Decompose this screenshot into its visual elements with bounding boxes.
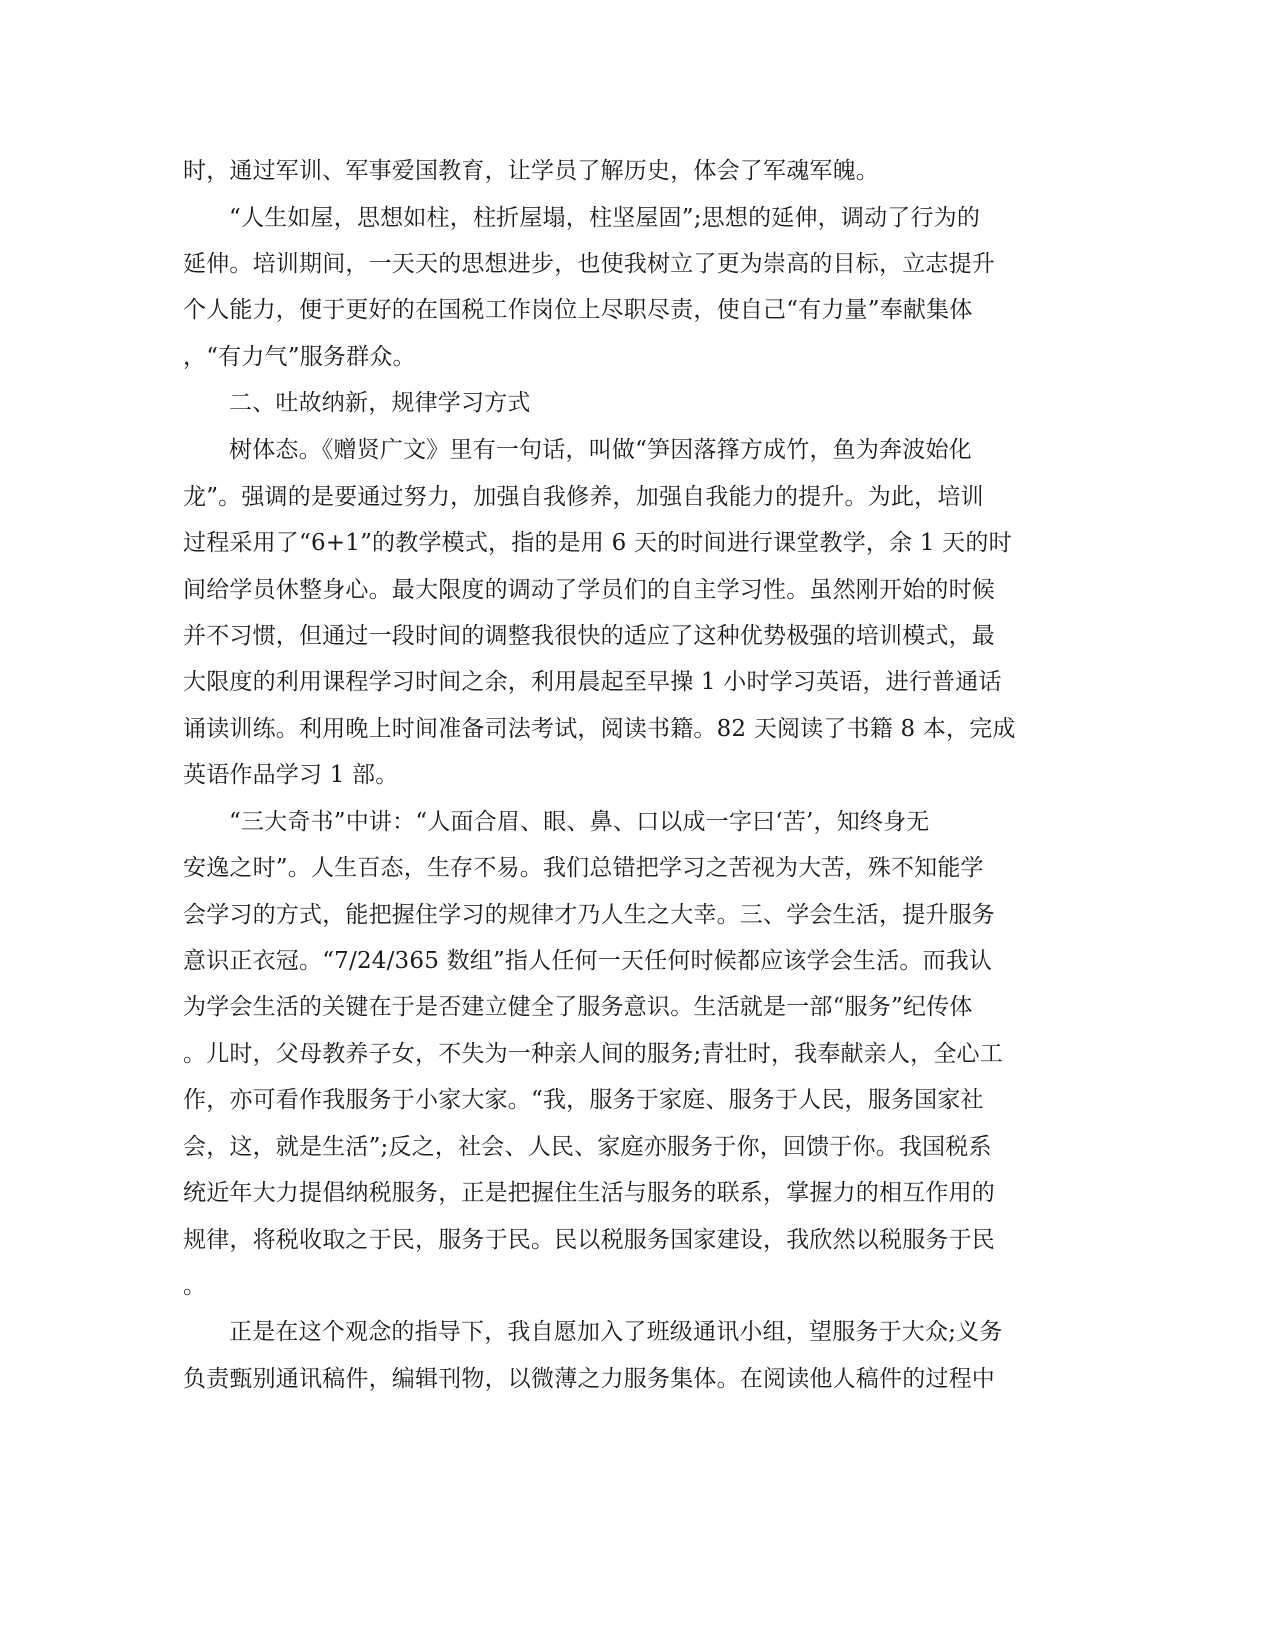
text-line: 意识正衣冠。“7/24/365 数组”指人任何一天任何时候都应该学会生活。而我认 <box>183 948 993 974</box>
text-line: 为学会生活的关键在于是否建立健全了服务意识。生活就是一部“服务”纪传体 <box>183 994 973 1020</box>
text-line: 诵读训练。利用晚上时间准备司法考试，阅读书籍。82 天阅读了书籍 8 本，完成 <box>183 716 1016 742</box>
text-line: “人生如屋，思想如柱，柱折屋塌，柱坚屋固”;思想的延伸，调动了行为的 <box>229 205 981 231</box>
text-line: 过程采用了“6+1”的教学模式，指的是用 6 天的时间进行课堂教学，余 1 天的时 <box>183 530 1012 556</box>
text-line: 规律，将税收取之于民，服务于民。民以税服务国家建设，我欣然以税服务于民 <box>183 1227 995 1253</box>
text-line: 并不习惯，但通过一段时间的调整我很快的适应了这种优势极强的培训模式，最 <box>183 623 995 649</box>
text-line: 负责甄别通讯稿件，编辑刊物，以微薄之力服务集体。在阅读他人稿件的过程中 <box>183 1366 995 1392</box>
text-line: 会学习的方式，能把握住学习的规律才乃人生之大幸。三、学会生活，提升服务 <box>183 902 995 928</box>
section-heading: 二、吐故纳新，规律学习方式 <box>229 390 531 416</box>
text-line: 龙”。强调的是要通过努力，加强自我修养，加强自我能力的提升。为此，培训 <box>183 484 984 510</box>
text-line: 间给学员休整身心。最大限度的调动了学员们的自主学习性。虽然刚开始的时候 <box>183 577 995 603</box>
text-line: “三大奇书”中讲：“人面合眉、眼、鼻、口以成一字曰‘苦’，知终身无 <box>229 809 930 835</box>
text-line: 。 <box>183 1273 207 1299</box>
text-line: 。儿时，父母教养子女，不失为一种亲人间的服务;青壮时，我奉献亲人，全心工 <box>183 1041 1003 1067</box>
text-line: 作，亦可看作我服务于小家大家。“我，服务于家庭、服务于人民，服务国家社 <box>183 1087 984 1113</box>
text-line: 大限度的利用课程学习时间之余，利用晨起至早操 1 小时学习英语，进行普通话 <box>183 669 1002 695</box>
text-line: 树体态。《赠贤广文》里有一句话，叫做“笋因落箨方成竹，鱼为奔波始化 <box>229 437 972 463</box>
text-line: 时，通过军训、军事爱国教育，让学员了解历史，体会了军魂军魄。 <box>183 158 879 184</box>
text-line: 安逸之时”。人生百态，生存不易。我们总错把学习之苦视为大苦，殊不知能学 <box>183 855 984 881</box>
text-line: 英语作品学习 1 部。 <box>183 762 399 788</box>
text-line: ，“有力气”服务群众。 <box>183 344 416 370</box>
text-line: 延伸。培训期间，一天天的思想进步，也使我树立了更为崇高的目标，立志提升 <box>183 251 995 277</box>
text-line: 统近年大力提倡纳税服务，正是把握住生活与服务的联系，掌握力的相互作用的 <box>183 1180 995 1206</box>
text-line: 会，这，就是生活”;反之，社会、人民、家庭亦服务于你，回馈于你。我国税系 <box>183 1134 992 1160</box>
text-line: 正是在这个观念的指导下，我自愿加入了班级通讯小组，望服务于大众;义务 <box>229 1319 1003 1345</box>
text-line: 个人能力，便于更好的在国税工作岗位上尽职尽责，使自己“有力量”奉献集体 <box>183 297 973 323</box>
